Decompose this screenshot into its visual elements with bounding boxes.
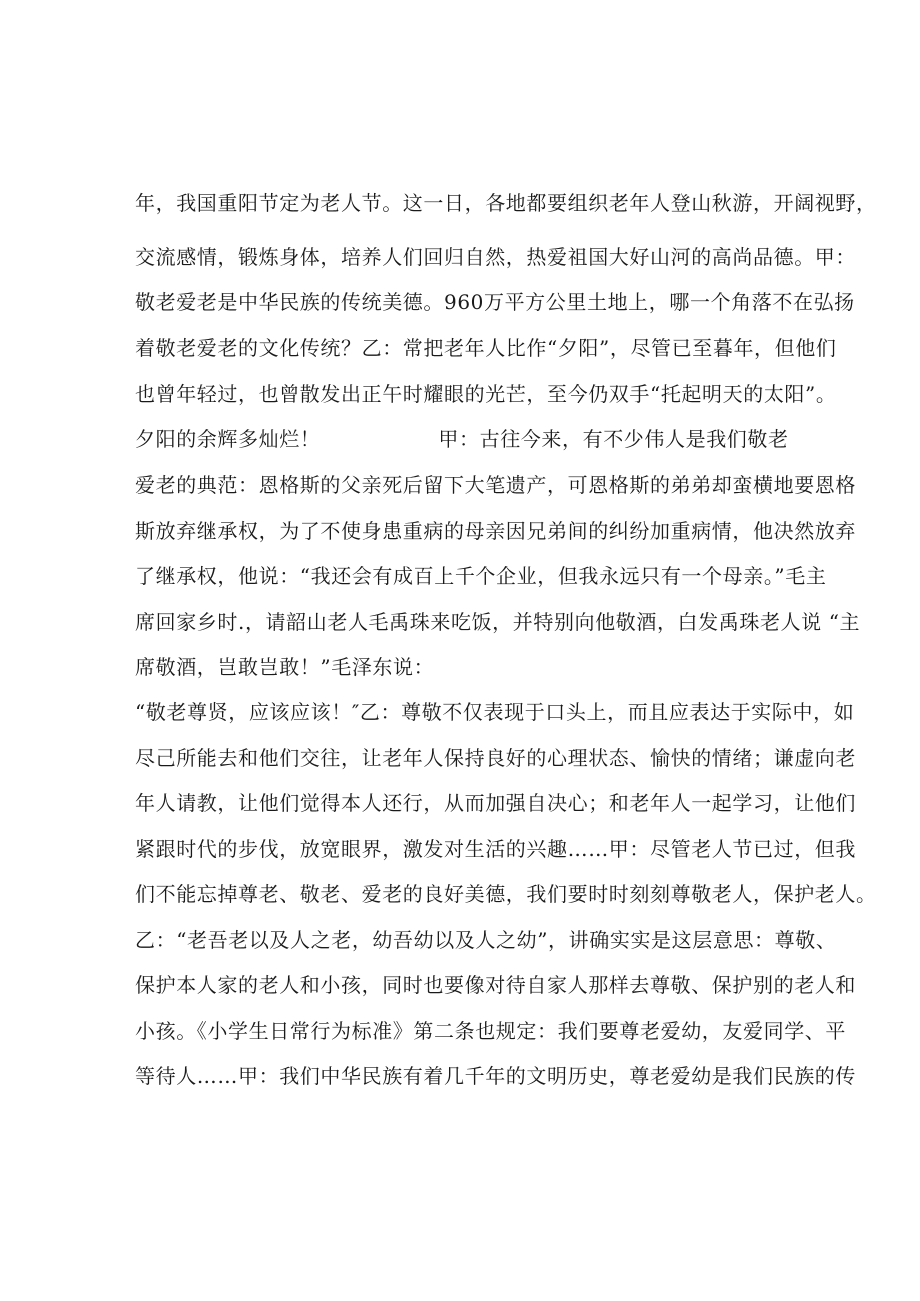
text-line-8: 斯放弃继承权，为了不使身患重病的母亲因兄弟间的纠纷加重病情，他决然放弃 — [135, 519, 856, 543]
text-line-13: 尽己所能去和他们交往，让老年人保持良好的心理状态、愉快的情绪；谦虚向老 — [135, 746, 856, 770]
text-line-16: 们不能忘掉尊老、敬老、爱老的良好美德，我们要时时刻刻尊敬老人，保护老人。 — [135, 882, 877, 906]
text-line-18: 保护本人家的老人和小孩，同时也要像对待自家人那样去尊敬、保护别的老人和 — [135, 973, 856, 997]
text-line-14: 年人请教，让他们觉得本人还行，从而加强自决心；和老年人一起学习，让他们 — [135, 791, 856, 815]
text-line-15: 紧跟时代的步伐，放宽眼界，激发对生活的兴趣……甲：尽管老人节已过，但我 — [135, 837, 856, 861]
text-line-4: 着敬老爱老的文化传统？乙：常把老年人比作“夕阳”，尽管已至暮年，但他们 — [135, 336, 837, 360]
text-line-19: 小孩。《小学生日常行为标准》第二条也规定：我们要尊老爱幼，友爱同学、平 — [135, 1019, 846, 1043]
text-line-12: “敬老尊贤，应该应该！″乙：尊敬不仅表现于口头上，而且应表达于实际中，如 — [135, 700, 855, 724]
text-line-11: 席敬酒，岂敢岂敢！”毛泽东说： — [135, 655, 435, 679]
text-line-9: 了继承权，他说：“我还会有成百上千个企业，但我永远只有一个母亲。”毛主 — [135, 564, 827, 588]
text-line-6 — [135, 426, 789, 452]
text-line-3: 敬老爱老是中华民族的传统美德。960万平方公里土地上，哪一个角落不在弘扬 — [135, 290, 855, 314]
text-line-6a: 夕阳的余辉多灿烂！ — [135, 427, 321, 451]
text-line-1: 年，我国重阳节定为老人节。这一日，各地都要组织老年人登山秋游，开阔视野， — [135, 191, 877, 215]
text-line-2: 交流感情，锻炼身体，培养人们回归自然，热爱祖国大好山河的高尚品德。甲： — [135, 245, 856, 269]
text-line-10: 席回家乡时.，请韶山老人毛禹珠来吃饭，并特别向他敬酒，白发禹珠老人说 “主 — [135, 610, 861, 634]
text-line-20: 等待人……甲：我们中华民族有着几千年的文明历史，尊老爱幼是我们民族的传 — [135, 1064, 856, 1088]
text-line-17: 乙：“老吾老以及人之老，幼吾幼以及人之幼”，讲确实实是这层意思：尊敬、 — [135, 928, 837, 952]
text-line-6b: 甲：古往今来，有不少伟人是我们敬老 — [438, 427, 789, 451]
text-line-5: 也曾年轻过，也曾散发出正午时耀眼的光芒，至今仍双手“托起明天的太阳”。 — [135, 382, 837, 406]
text-line-7: 爱老的典范：恩格斯的父亲死后留下大笔遗产，可恩格斯的弟弟却蛮横地要恩格 — [135, 473, 856, 497]
